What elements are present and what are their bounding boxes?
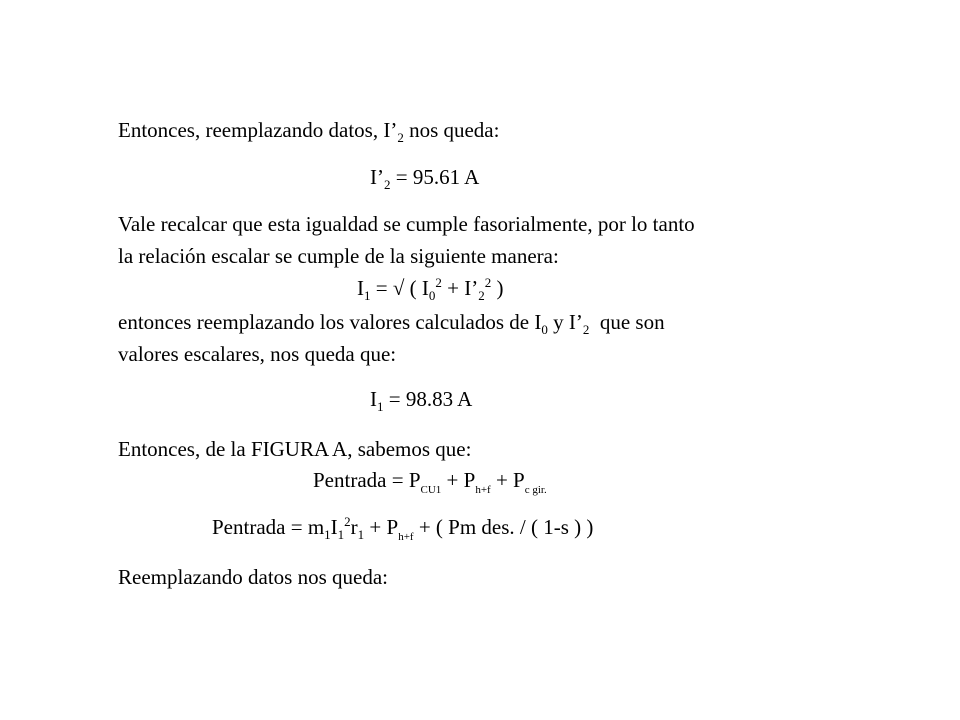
- paragraph-valores-line-a: [118, 309, 665, 335]
- formula-subscript: 0: [428, 288, 436, 303]
- pentrada-part: + P: [441, 468, 476, 492]
- formula-part: + I’: [441, 276, 479, 300]
- formula-part: I: [357, 276, 364, 300]
- intro-subscript: 2: [397, 130, 404, 145]
- pentrada2-part: I: [330, 515, 338, 539]
- equation-i1-result: = 98.83 A: [383, 387, 473, 411]
- formula-part: ): [491, 276, 504, 300]
- intro-line: [118, 117, 499, 143]
- formula-subscript: 2: [478, 288, 485, 303]
- pentrada2-subscript: h+f: [398, 531, 414, 543]
- paragraph-valores-text: que son: [589, 310, 665, 334]
- pentrada2-part: + P: [364, 515, 399, 539]
- intro-text-end: nos queda:: [403, 118, 500, 142]
- paragraph-valores-text: entonces reemplazando los valores calculados de I: [118, 310, 542, 334]
- pentrada2-subscript: 1: [357, 527, 365, 542]
- equation-i2-subscript: 2: [384, 177, 391, 192]
- formula-superscript: 2: [435, 275, 442, 290]
- pentrada-subscript: c gir.: [524, 484, 547, 496]
- pentrada2-subscript: 1: [337, 527, 345, 542]
- pentrada-subscript: h+f: [475, 484, 491, 496]
- pentrada-part: + P: [490, 468, 525, 492]
- equation-i1-lhs: I: [370, 387, 377, 411]
- intro-text: Entonces, reemplazando datos, I’: [118, 118, 398, 142]
- final-line: Reemplazando datos nos queda:: [118, 565, 389, 589]
- pentrada2-subscript: 1: [324, 527, 331, 542]
- equation-i1-value: [370, 386, 472, 412]
- pentrada2-part: r: [350, 515, 358, 539]
- paragraph-valores-subscript: 0: [541, 322, 548, 337]
- equation-i1-subscript: 1: [377, 399, 384, 414]
- paragraph-fasorial-line-a: Vale recalcar que esta igualdad se cumple fasorialmente, por lo tanto: [118, 212, 695, 236]
- pentrada2-part: + ( Pm des. / ( 1-s ) ): [413, 515, 594, 539]
- paragraph-valores-line-b: valores escalares, nos queda que:: [118, 342, 397, 366]
- paragraph-valores-text: y I’: [547, 310, 583, 334]
- equation-i2: [370, 164, 479, 190]
- equation-i1-formula: [357, 275, 503, 301]
- equation-i2-value: = 95.61 A: [390, 165, 480, 189]
- figura-line: Entonces, de la FIGURA A, sabemos que:: [118, 437, 472, 461]
- equation-pentrada-2: [212, 514, 594, 543]
- pentrada2-superscript: 2: [344, 514, 351, 529]
- equation-pentrada-1: [313, 467, 547, 496]
- pentrada-subscript: CU1: [420, 484, 442, 496]
- pentrada-part: Pentrada = P: [313, 468, 421, 492]
- paragraph-fasorial-line-b: la relación escalar se cumple de la siguiente manera:: [118, 244, 559, 268]
- formula-subscript: 1: [364, 288, 371, 303]
- equation-i2-lhs: I’: [370, 165, 384, 189]
- formula-part: = √ ( I: [370, 276, 429, 300]
- formula-superscript: 2: [484, 275, 492, 290]
- paragraph-valores-subscript: 2: [582, 322, 590, 337]
- pentrada2-part: Pentrada = m: [212, 515, 325, 539]
